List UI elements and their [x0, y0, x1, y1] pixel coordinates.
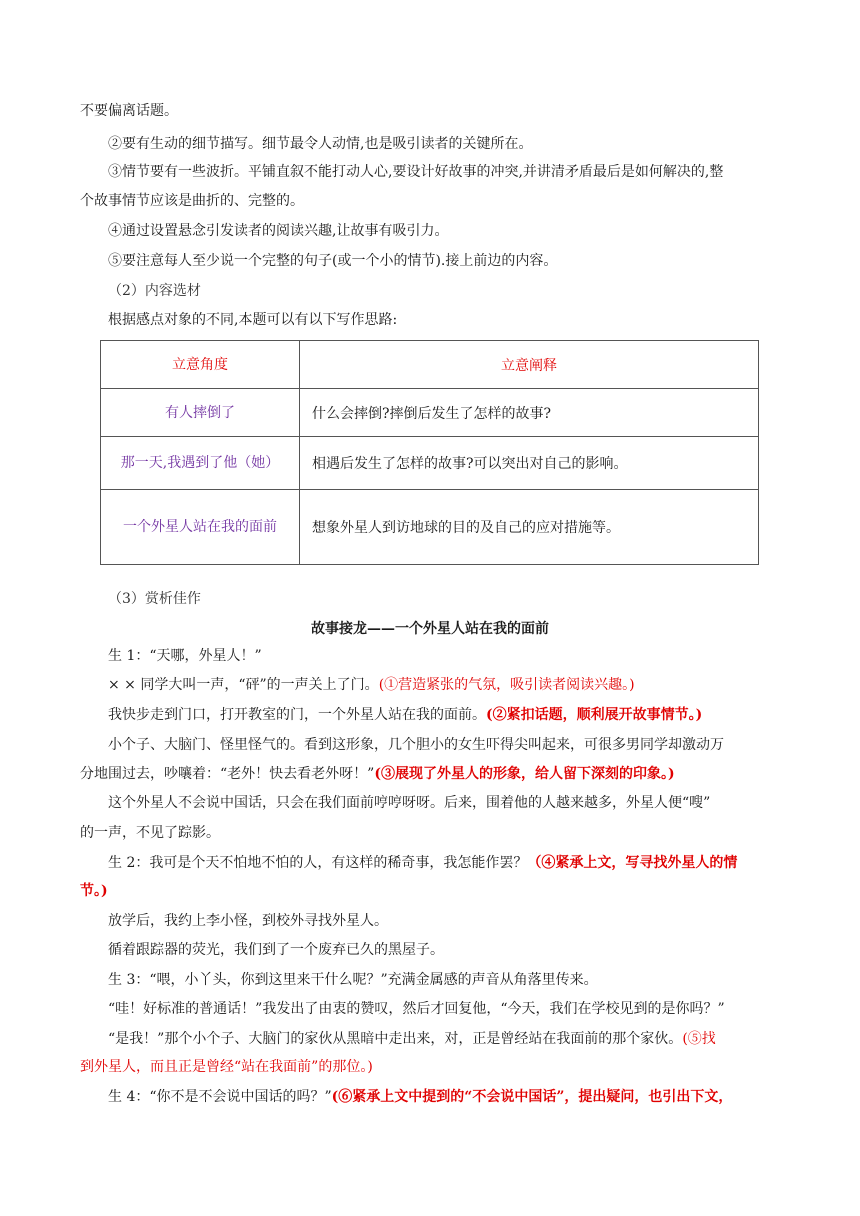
section-heading: （3）赏析佳作	[108, 591, 201, 607]
paragraph: 这个外星人不会说中国话，只会在我们面前哼哼呀呀。后来，围着他的人越来越多，外星人便“嗖”	[108, 795, 711, 811]
sentence: × × 同学大叫一声，“砰”的一声关上了门。	[108, 677, 379, 693]
paragraph: 根据感点对象的不同,本题可以有以下写作思路:	[108, 312, 398, 328]
paragraph: 生 1：“天哪，外星人！”	[108, 648, 262, 664]
table-header-row	[101, 341, 759, 389]
paragraph	[108, 852, 813, 874]
paragraph	[108, 674, 813, 696]
table-row	[101, 490, 759, 565]
paragraph: 循着跟踪器的荧光，我们到了一个废弃已久的黑屋子。	[108, 942, 444, 958]
paragraph: ②要有生动的细节描写。细节最令人动情,也是吸引读者的关键所在。	[108, 136, 533, 152]
table-cell-angle: 一个外星人站在我的面前	[101, 490, 300, 565]
paragraph: 的一声，不见了踪影。	[80, 825, 220, 841]
table-row	[101, 389, 759, 437]
ideas-table	[100, 340, 759, 565]
paragraph: ⑤要注意每人至少说一个完整的句子(或一个小的情节).接上前边的内容。	[108, 253, 558, 269]
table-header-cell: 立意角度	[101, 341, 300, 389]
paragraph: 不要偏离话题。	[80, 103, 178, 119]
table-row	[101, 437, 759, 490]
paragraph: 小个子、大脑门、怪里怪气的。看到这形象，几个胆小的女生吓得尖叫起来，可很多男同学却激动万	[108, 737, 724, 753]
paragraph: 生 3：“喂，小丫头，你到这里来干什么呢？”充满金属感的声音从角落里传来。	[108, 972, 598, 988]
paragraph: “哇！好标准的普通话！”我发出了由衷的赞叹，然后才回复他，“今天，我们在学校见到的是你吗？”	[108, 1001, 725, 1017]
paragraph: ③情节要有一些波折。平铺直叙不能打动人心,要设计好故事的冲突,并讲清矛盾最后是如何解决的,整	[108, 164, 724, 180]
annotation: 到外星人，而且正是曾经“站在我面前”的那位。)	[80, 1059, 373, 1075]
paragraph: 个故事情节应该是曲折的、完整的。	[80, 193, 304, 209]
sentence: 生 2：我可是个天不怕地不怕的人，有这样的稀奇事，我怎能作罢？	[108, 855, 528, 871]
section-heading: （2）内容选材	[108, 283, 201, 299]
annotation: (⑥紧承上文中提到的“不会说中国话”，提出疑问，也引出下文，	[331, 1089, 733, 1105]
annotation: (③展现了外星人的形象，给人留下深刻的印象。)	[374, 766, 675, 782]
sentence: 我快步走到门口，打开教室的门，一个外星人站在我的面前。	[108, 707, 486, 723]
paragraph: 放学后，我约上李小怪，到校外寻找外星人。	[108, 913, 388, 929]
paragraph	[108, 1028, 813, 1050]
sentence: 生 4：“你不是不会说中国话的吗？”	[108, 1089, 332, 1105]
annotation: (②紧扣话题，顺利展开故事情节。)	[486, 707, 703, 723]
table-cell-explain: 什么会摔倒?摔倒后发生了怎样的故事?	[300, 389, 759, 437]
table-cell-angle: 那一天,我遇到了他（她）	[101, 437, 300, 490]
paragraph	[108, 1086, 813, 1108]
table-header-cell: 立意阐释	[300, 341, 759, 389]
annotation: 节。)	[80, 883, 108, 899]
paragraph	[108, 704, 813, 726]
sentence: “是我！”那个小个子、大脑门的家伙从黑暗中走出来，对，正是曾经站在我面前的那个家伙。	[108, 1031, 683, 1047]
essay-title: 故事接龙——一个外星人站在我的面前	[311, 621, 549, 637]
paragraph: ④通过设置悬念引发读者的阅读兴趣,让故事有吸引力。	[108, 223, 449, 239]
sentence: 分地围过去，吵嚷着：“老外！快去看老外呀！”	[80, 766, 375, 782]
table-cell-explain: 相遇后发生了怎样的故事?可以突出对自己的影响。	[300, 437, 759, 490]
paragraph	[80, 763, 785, 785]
annotation: （④紧承上文，写寻找外星人的情	[527, 855, 738, 871]
table-cell-angle: 有人摔倒了	[101, 389, 300, 437]
annotation: (①营造紧张的气氛，吸引读者阅读兴趣。)	[378, 677, 635, 693]
table-cell-explain: 想象外星人到访地球的目的及自己的应对措施等。	[300, 490, 759, 565]
annotation: (⑤找	[682, 1031, 716, 1047]
